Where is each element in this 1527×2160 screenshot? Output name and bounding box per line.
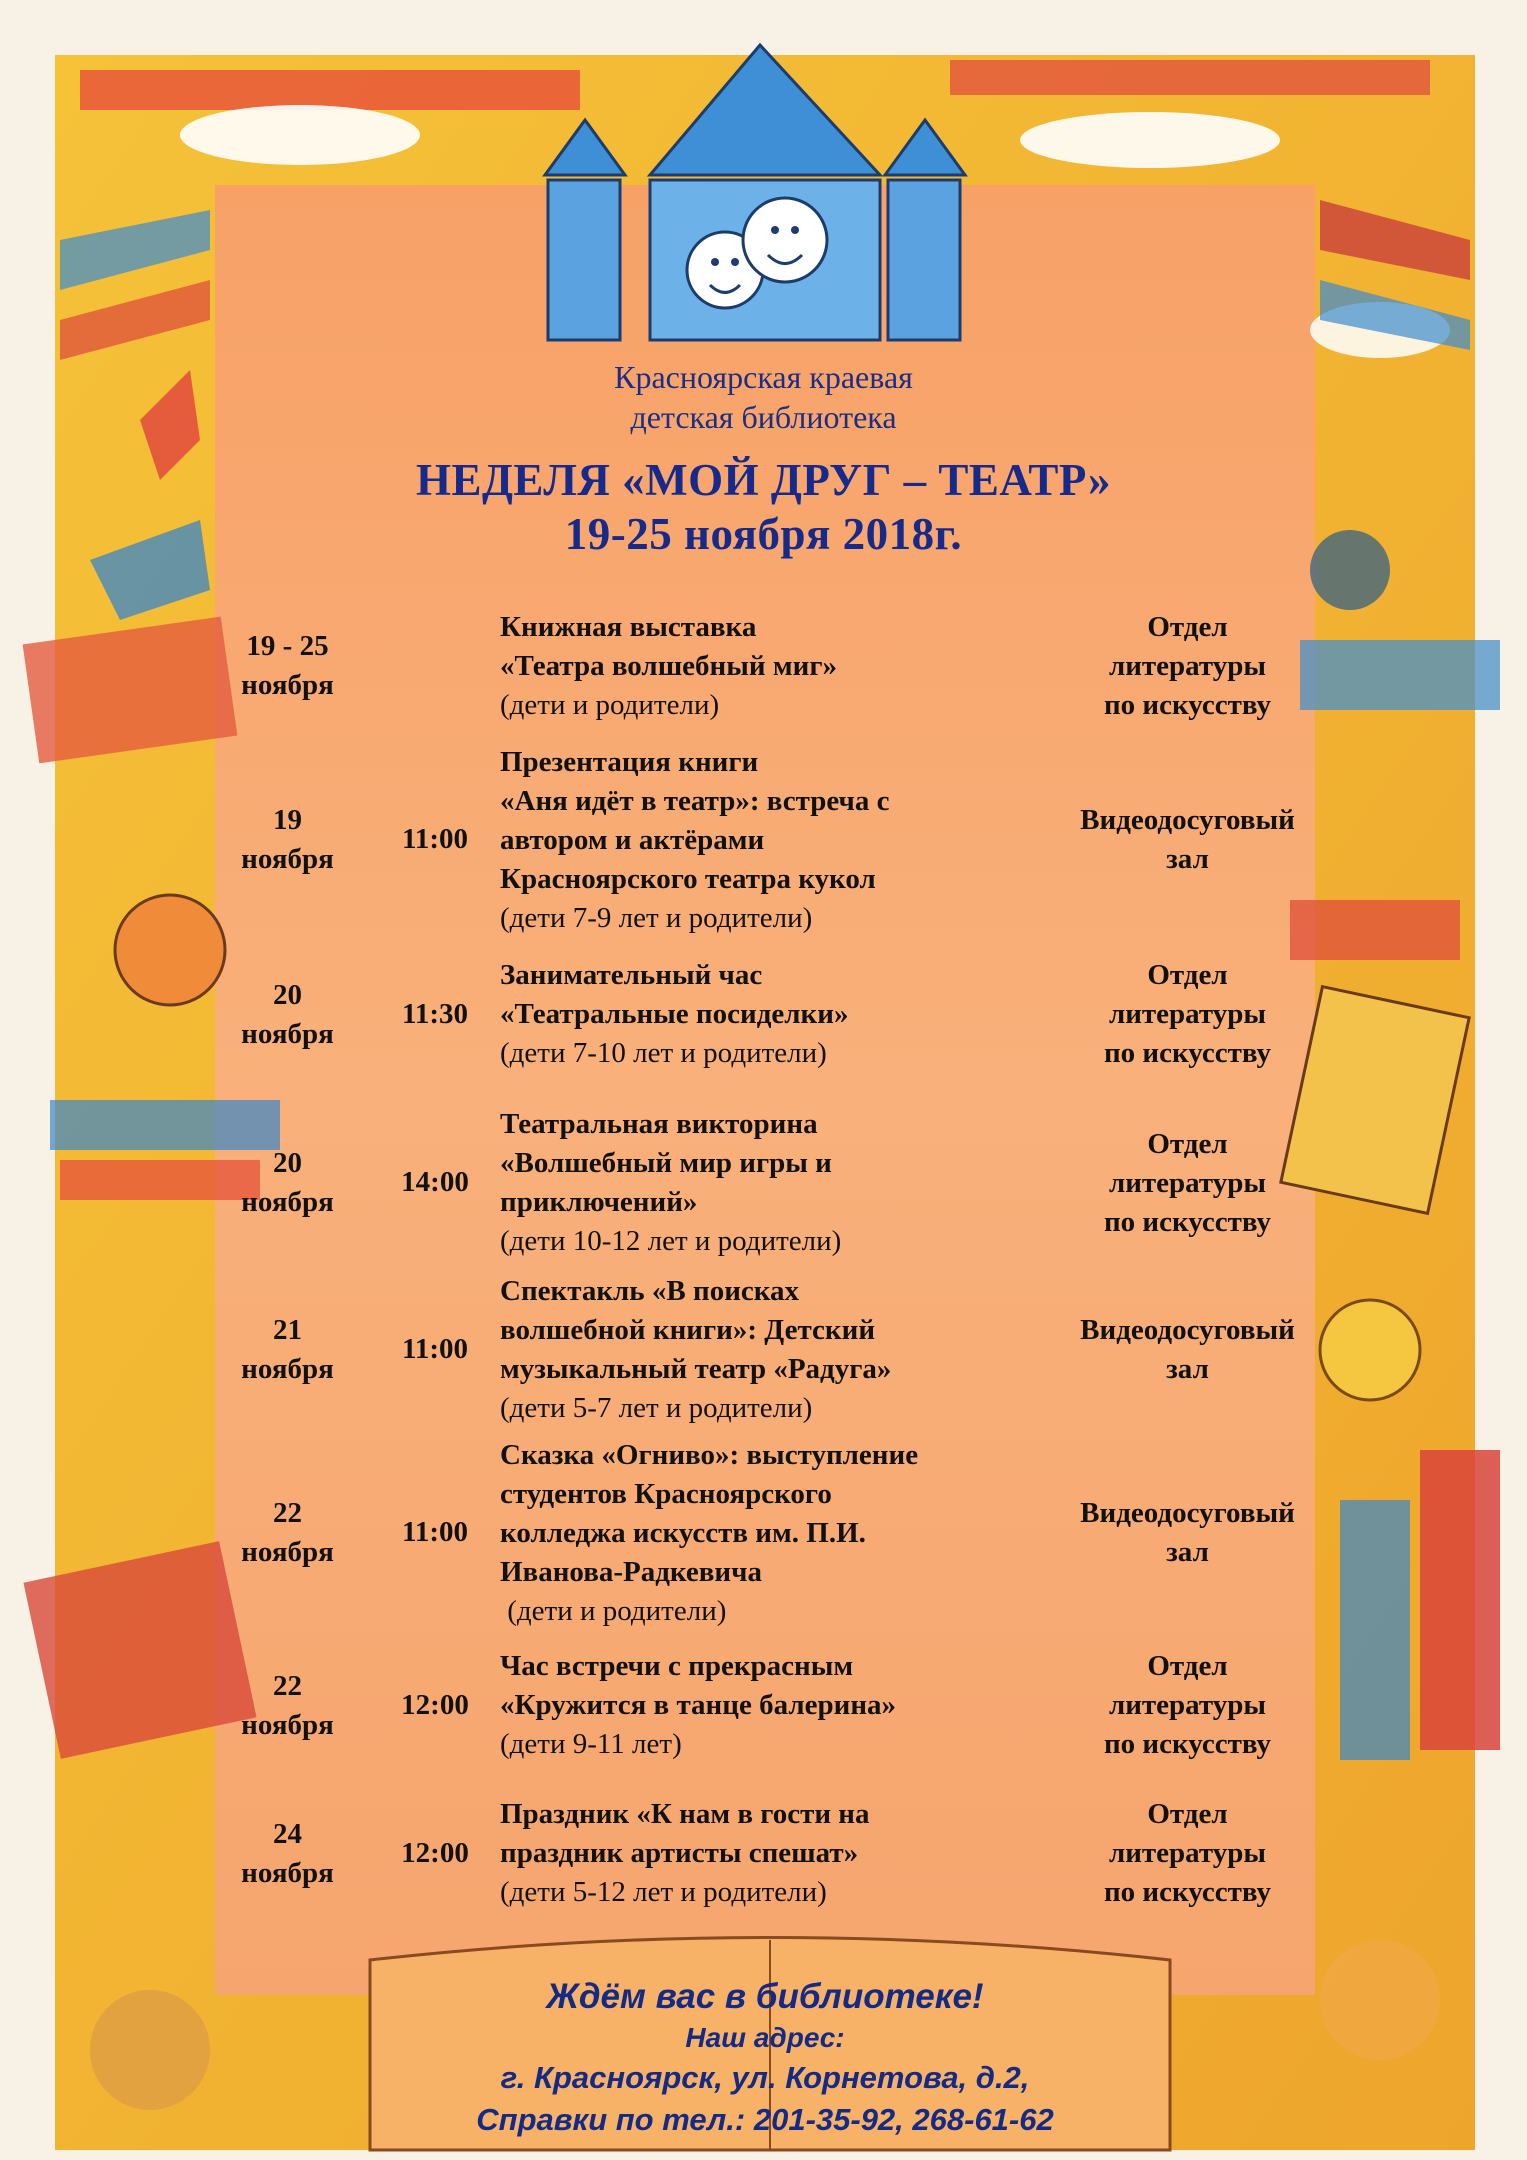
event-location: Отдел литературы по искусству bbox=[1103, 1650, 1272, 1760]
event-location: Видеодосуговый зал bbox=[1080, 804, 1295, 875]
library-name-line2: детская библиотека bbox=[630, 399, 897, 435]
event-description: Спектакль «В поисках волшебной книги»: Детский музыкальный театр «Радуга» (дети 5-7 лет и родители) bbox=[500, 1275, 892, 1424]
phone-numbers: Справки по тел.: 201-35-92, 268-61-62 bbox=[476, 2102, 1054, 2137]
event-time: 12:00 bbox=[401, 1689, 469, 1721]
library-name-line1: Красноярская краевая bbox=[614, 359, 913, 395]
event-description: Праздник «К нам в гости на праздник артисты спешат» (дети 5-12 лет и родители) bbox=[500, 1798, 870, 1908]
event-location: Видеодосуговый зал bbox=[1080, 1314, 1295, 1385]
event-time: 11:00 bbox=[401, 823, 469, 855]
event-description: Презентация книги «Аня идёт в театр»: встреча с автором и актёрами Красноярского театра кукол (дети 7-9 лет и родители) bbox=[500, 746, 890, 934]
address-label: Наш адрес: bbox=[685, 2022, 845, 2053]
event-description: Занимательный час «Театральные посиделки» (дети 7-10 лет и родители) bbox=[500, 959, 849, 1069]
event-time: 11:30 bbox=[401, 998, 469, 1030]
event-date: 20 ноября bbox=[241, 979, 334, 1050]
welcome-text: Ждём вас в библиотеке! bbox=[546, 1977, 984, 2016]
event-date: 19 ноября bbox=[241, 804, 334, 875]
event-time: 11:00 bbox=[401, 1333, 469, 1365]
event-location: Отдел литературы по искусству bbox=[1103, 1798, 1272, 1908]
event-time: 14:00 bbox=[401, 1166, 469, 1198]
event-description: Книжная выставка «Театра волшебный миг» (дети и родители) bbox=[500, 611, 837, 721]
event-date: 22 ноября bbox=[241, 1497, 334, 1568]
event-location: Видеодосуговый зал bbox=[1080, 1497, 1295, 1568]
event-description: Час встречи с прекрасным «Кружится в танце балерина» (дети 9-11 лет) bbox=[500, 1650, 897, 1760]
event-location: Отдел литературы по искусству bbox=[1103, 1128, 1272, 1238]
address-text: г. Красноярск, ул. Корнетова, д.2, bbox=[500, 2060, 1030, 2095]
event-date: 21 ноября bbox=[241, 1314, 334, 1385]
event-date: 24 ноября bbox=[241, 1818, 334, 1889]
event-location: Отдел литературы по искусству bbox=[1103, 959, 1272, 1069]
event-description: Театральная викторина «Волшебный мир игры и приключений» (дети 10-12 лет и родители) bbox=[500, 1108, 842, 1257]
event-date: 20 ноября bbox=[241, 1147, 334, 1218]
event-time: 12:00 bbox=[401, 1837, 469, 1869]
event-title: НЕДЕЛЯ «МОЙ ДРУГ – ТЕАТР» bbox=[415, 455, 1112, 505]
event-location: Отдел литературы по искусству bbox=[1103, 611, 1272, 721]
event-time: 11:00 bbox=[401, 1516, 469, 1548]
event-dates: 19-25 ноября 2018г. bbox=[564, 509, 963, 559]
event-date: 22 ноября bbox=[241, 1670, 334, 1741]
event-description: Сказка «Огниво»: выступление студентов Красноярского колледжа искусств им. П.И. Иванова-Радкевича (дети и родители) bbox=[500, 1439, 919, 1627]
event-date: 19 - 25 ноября bbox=[241, 630, 334, 701]
